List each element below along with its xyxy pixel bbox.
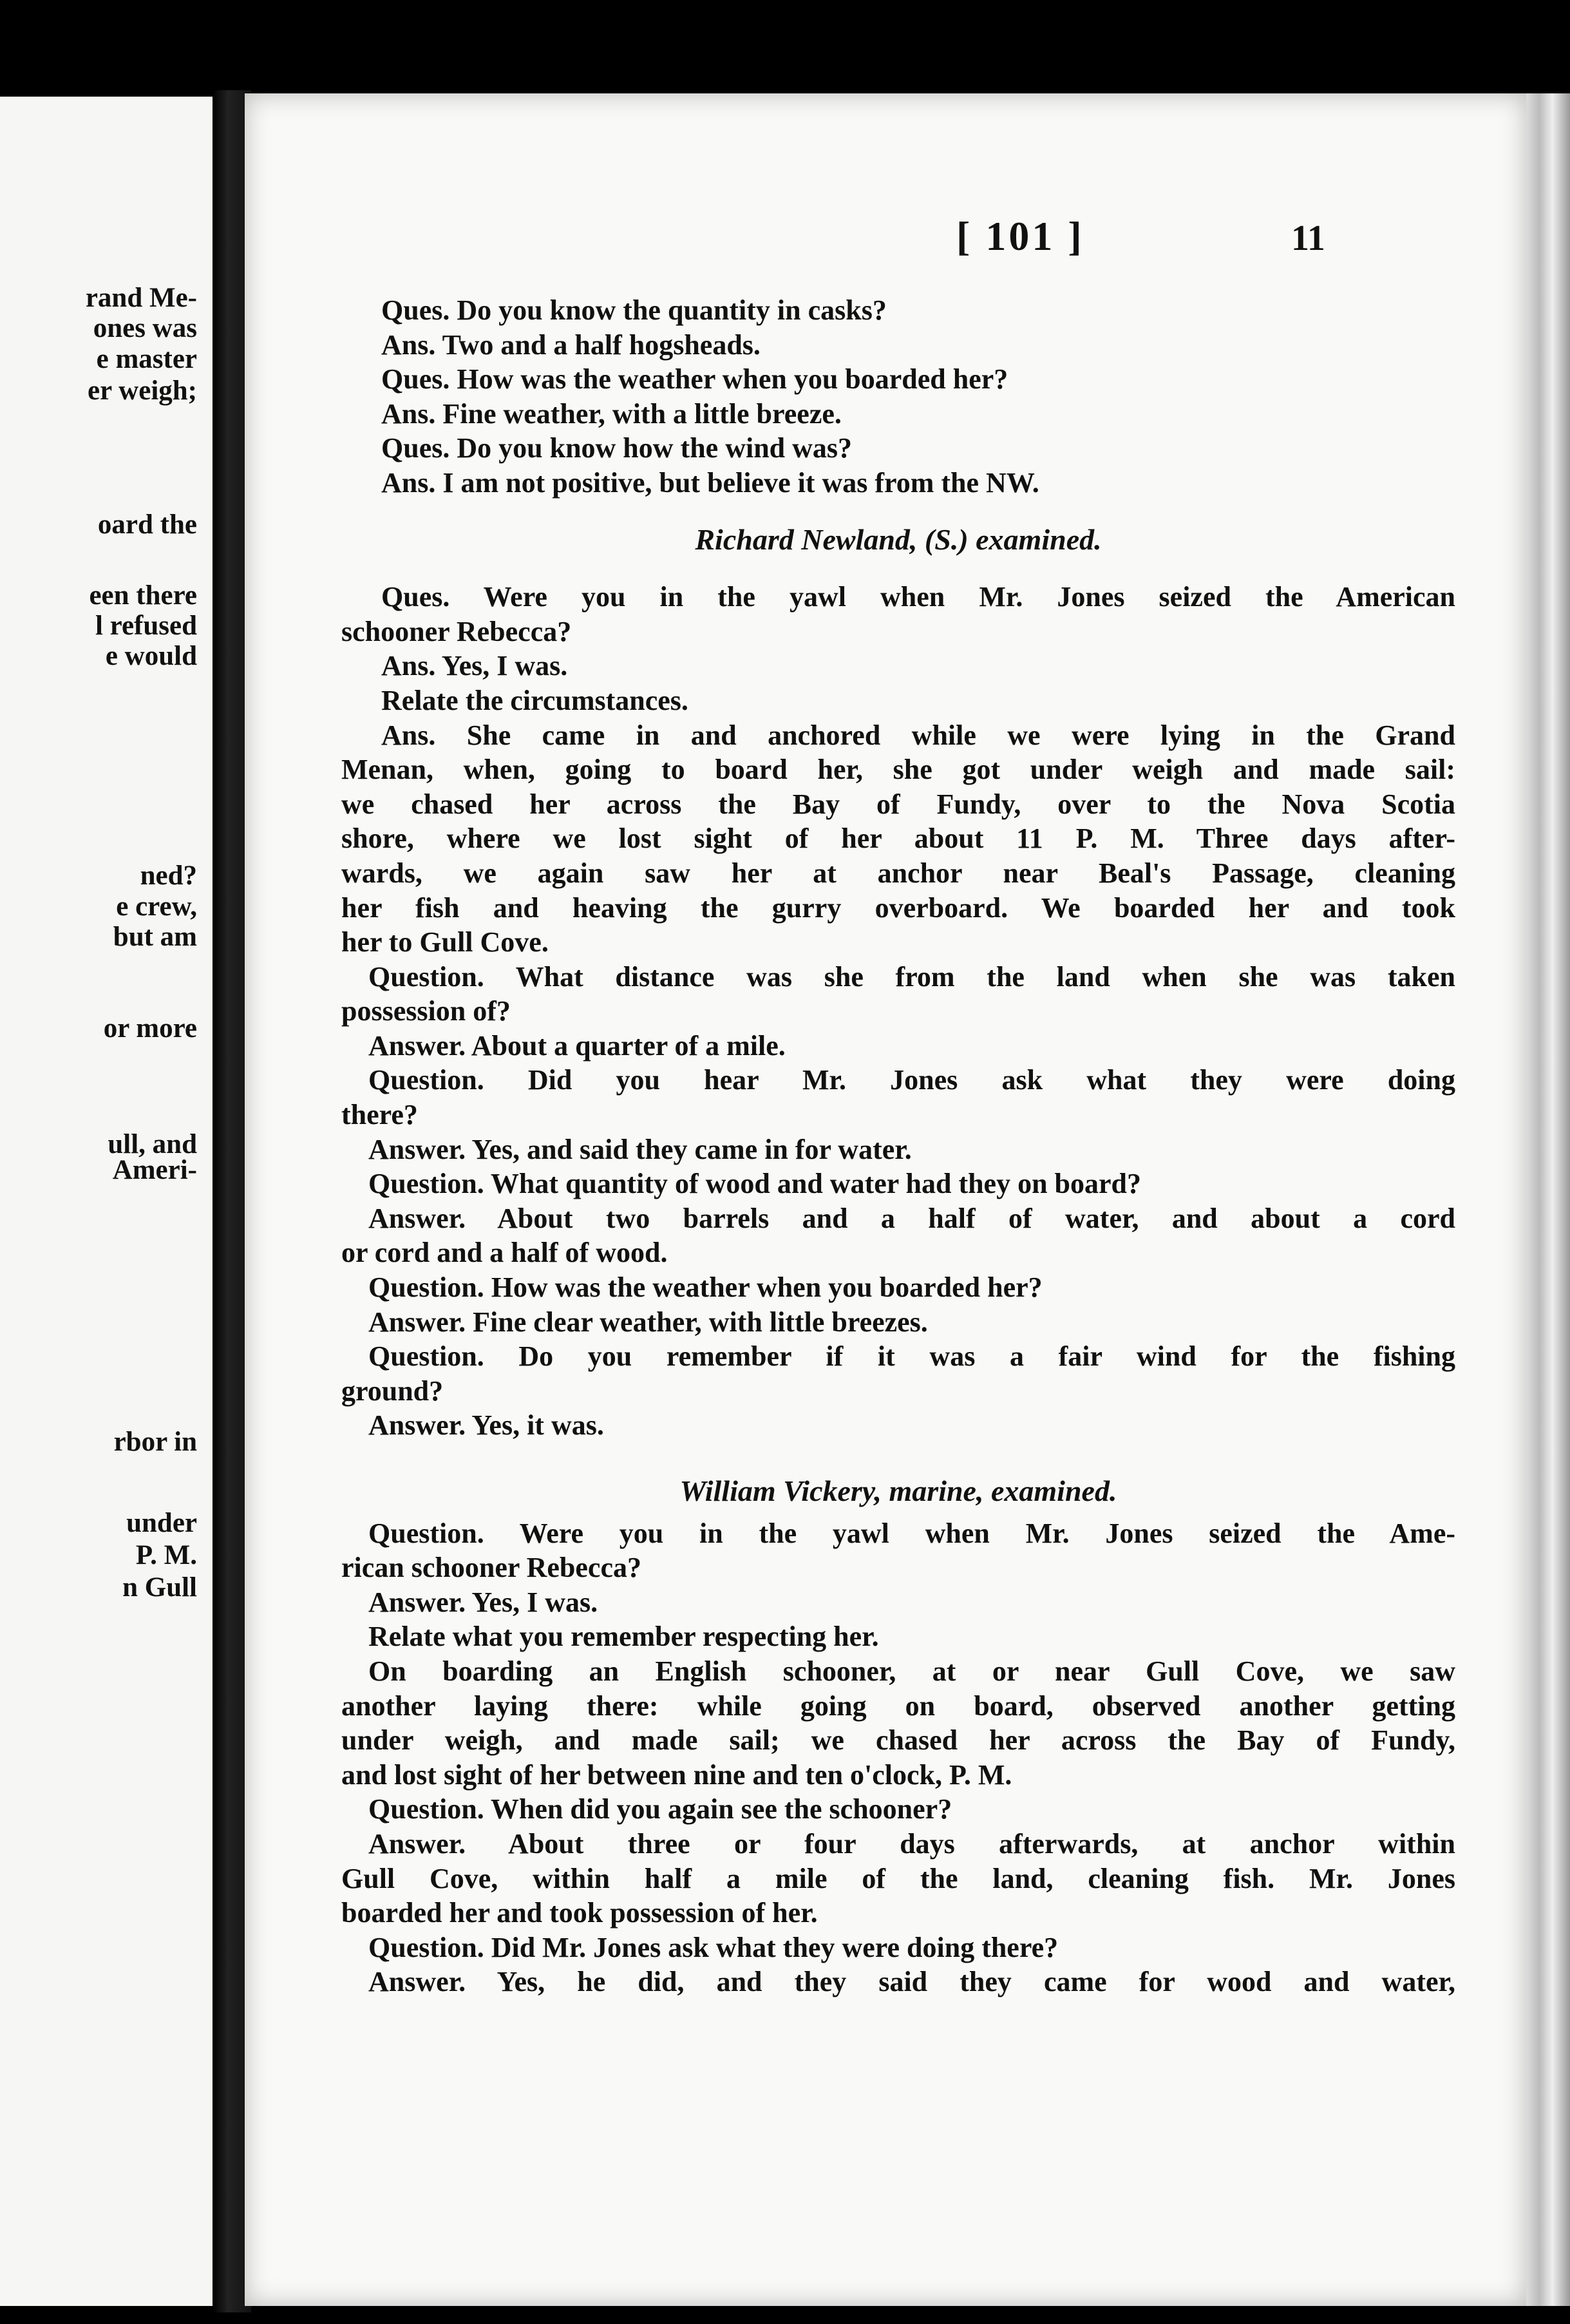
text-line: Answer. Yes, and said they came in for water. [368,1133,912,1165]
text-line: Question. When did you again see the schooner? [368,1793,952,1825]
facing-page-text: l refused [95,611,197,641]
facing-page-text: e crew, [116,891,197,922]
text-line: Answer. Yes, I was. [368,1586,598,1618]
section-heading-vickery: William Vickery, marine, examined. [679,1474,1117,1507]
text-line: Relate the circumstances. [381,684,688,716]
facing-page-text: n Gull [122,1572,197,1603]
facing-page-text: Ameri- [112,1155,197,1185]
text-line: Ans. I am not positive, but believe it was from the NW. [381,466,1039,499]
facing-page-text: P. M. [135,1540,197,1570]
text-line: Answer. About two barrels and a half of water, and about a cord [368,1202,1455,1234]
text-line: another laying there: while going on board, observed another getting [341,1690,1455,1722]
text-line: or cord and a half of wood. [341,1237,668,1269]
text-line: we chased her across the Bay of Fundy, over to the Nova Scotia [341,788,1455,820]
text-line: Menan, when, going to board her, she got under weigh and made sail: [341,754,1455,786]
page-number: [ 101 ] [956,213,1084,259]
text-line: there? [341,1099,418,1131]
section-heading-newland: Richard Newland, (S.) examined. [695,522,1102,556]
facing-page-fragment [0,97,213,2306]
text-line: On boarding an English schooner, at or near Gull Cove, we saw [368,1655,1455,1687]
page-header [245,213,1526,283]
text-line: Ans. Yes, I was. [381,650,568,682]
text-line: Answer. About a quarter of a mile. [368,1029,786,1062]
text-line: Question. Did Mr. Jones ask what they were doing there? [368,1931,1059,1963]
text-line: possession of? [341,995,511,1027]
text-line: her fish and heaving the gurry overboard. We boarded her and took [341,891,1455,924]
facing-page-text: under [126,1508,197,1538]
text-line: Answer. Yes, he did, and they said they came for wood and water, [368,1966,1455,1998]
text-line: Ans. Fine weather, with a little breeze. [381,397,842,430]
facing-page-text: e would [105,641,197,671]
facing-page-text: er weigh; [88,376,197,406]
text-line: and lost sight of her between nine and ten o'clock, P. M. [341,1758,1012,1791]
text-line: Question. Did you hear Mr. Jones ask what they were doing [368,1064,1455,1096]
page-edge [1526,93,1570,2306]
text-line: Ques. How was the weather when you boarded her? [381,363,1008,395]
facing-page-text: but am [113,922,197,952]
text-line: Ans. Two and a half hogsheads. [381,329,761,361]
text-line: under weigh, and made sail; we chased her across the Bay of Fundy, [341,1724,1455,1757]
facing-page-text: oard the [97,510,197,540]
text-line: Ques. Were you in the yawl when Mr. Jones seized the American [381,581,1455,613]
text-line: Ans. She came in and anchored while we were lying in the Grand [381,719,1455,751]
text-line: Question. How was the weather when you boarded her? [368,1272,1043,1304]
facing-page-text: ned? [140,861,197,891]
text-line: ground? [341,1375,444,1407]
facing-page-text: e master [96,344,197,374]
text-line: shore, where we lost sight of her about 11 P. M. Three days after- [341,823,1455,855]
text-line: Answer. Yes, it was. [368,1409,604,1442]
facing-page-text: rbor in [113,1427,197,1457]
facing-page-text: ull, and [108,1129,197,1159]
body-text [341,293,1455,1999]
text-line: Gull Cove, within half a mile of the land, cleaning fish. Mr. Jones [341,1862,1455,1894]
text-line: schooner Rebecca? [341,615,572,647]
facing-page-text: ones was [93,313,197,343]
text-line: Ques. Do you know the quantity in casks? [381,294,887,326]
text-line: Ques. Do you know how the wind was? [381,432,853,464]
facing-page-text: een there [89,580,197,611]
facing-page-text: rand Me- [85,283,197,313]
testimony-block-1 [341,293,1455,500]
document-page [245,93,1526,2306]
text-line: Relate what you remember respecting her. [368,1621,879,1653]
text-line: Question. Do you remember if it was a fair wind for the fishing [368,1340,1455,1373]
testimony-block-vickery [341,1516,1455,1999]
text-line: boarded her and took possession of her. [341,1897,818,1929]
text-line: Question. Were you in the yawl when Mr. Jones seized the Ame- [368,1517,1455,1549]
testimony-block-newland [341,580,1455,1443]
text-line: wards, we again saw her at anchor near Beal's Passage, cleaning [341,857,1455,889]
text-line: her to Gull Cove. [341,926,549,958]
text-line: Answer. Fine clear weather, with little breezes. [368,1306,928,1338]
text-line: Answer. About three or four days afterwards, at anchor within [368,1827,1455,1860]
text-line: Question. What distance was she from the land when she was taken [368,960,1455,993]
signature-mark: 11 [1291,218,1325,258]
facing-page-text: or more [103,1013,197,1043]
text-line: rican schooner Rebecca? [341,1552,641,1584]
text-line: Question. What quantity of wood and water had they on board? [368,1168,1142,1200]
